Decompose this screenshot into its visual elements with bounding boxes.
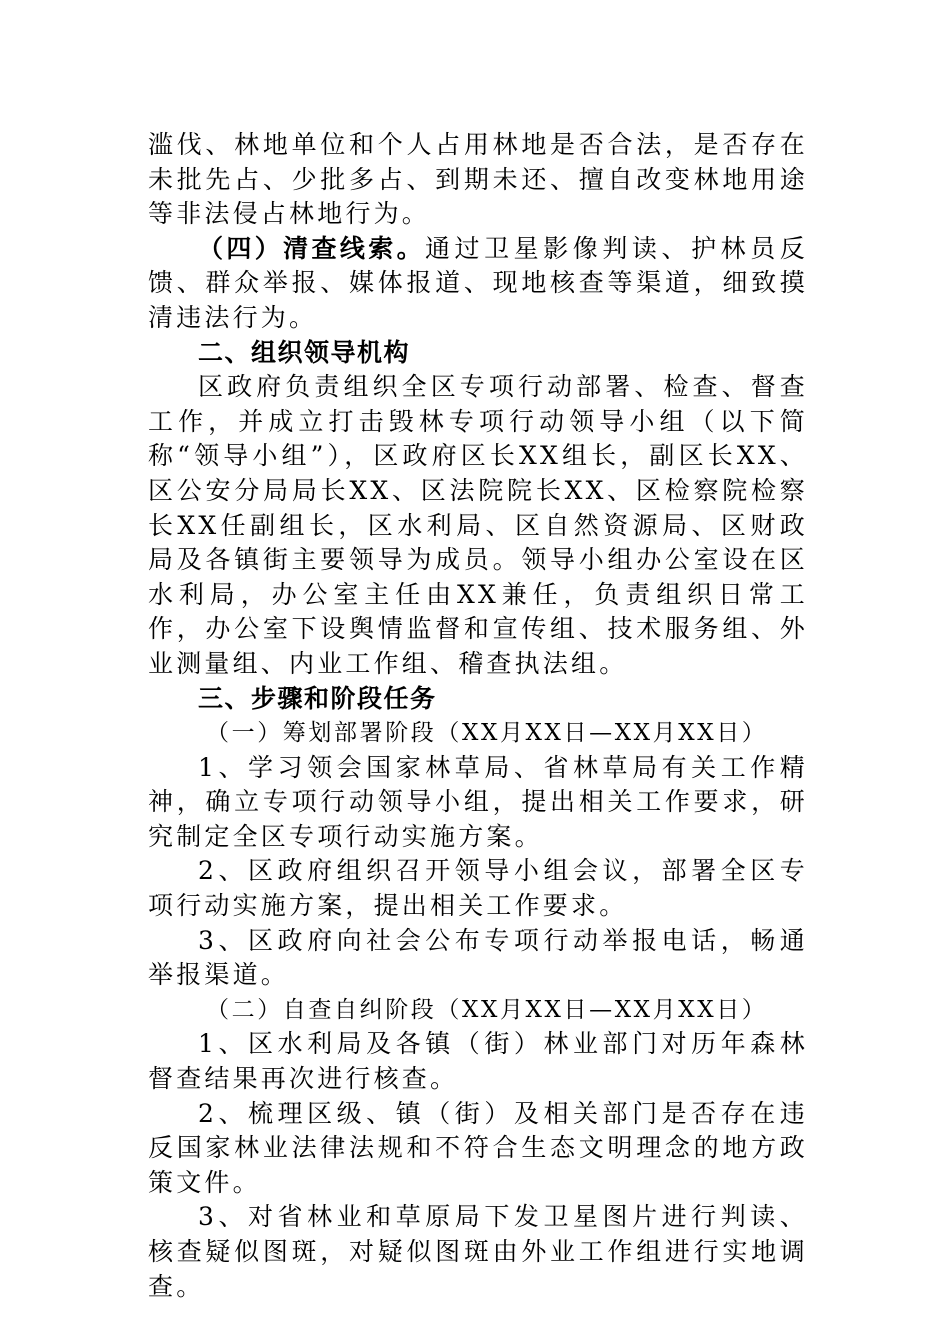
section-heading-organization: 二、组织领导机构 [198,337,411,367]
list-item: 3、对省林业和草原局下发卫星图片进行判读、核查疑似图斑，对疑似图斑由外业工作组进行实地调查。 [148,1202,808,1301]
document-page [148,128,808,1304]
paragraph-body: 通过卫星影像判读、护林员反馈、群众举报、媒体报道、现地核查等渠道，细致摸清违法行为。 [148,233,808,332]
list-item: 1、区水利局及各镇（街）林业部门对历年森林督查结果再次进行核查。 [148,1029,808,1094]
paragraph-organization: 区政府负责组织全区专项行动部署、检查、督查工作，并成立打击毁林专项行动领导小组（以下简称“领导小组”），区政府区长XX组长，副区长XX、区公安分局局长XX、区法院院长XX、区检察院检察长XX任副组长，区水利局、区自然资源局、区财政局及各镇街主要领导为成员。领导小组办公室设在区水利局，办公室主任由XX兼任，负责组织日常工作，办公室下设舆情监督和宣传组、技术服务组、外业测量组、内业工作组、稽查执法组。 [148,372,808,678]
list-item: 1、学习领会国家林草局、省林草局有关工作精神，确立专项行动领导小组，提出相关工作要求，研究制定全区专项行动实施方案。 [148,752,808,851]
section-heading-steps: 三、步骤和阶段任务 [198,683,437,713]
list-item: 2、区政府组织召开领导小组会议，部署全区专项行动实施方案，提出相关工作要求。 [148,856,808,921]
paragraph-clue-check [148,232,808,336]
list-item: 2、梳理区级、镇（街）及相关部门是否存在违反国家林业法律法规和不符合生态文明理念的地方政策文件。 [148,1098,808,1197]
paragraph-continuation: 滥伐、林地单位和个人占用林地是否合法，是否存在未批先占、少批多占、到期未还、擅自改变林地用途等非法侵占林地行为。 [148,130,808,229]
list-item: 3、区政府向社会公布专项行动举报电话，畅通举报渠道。 [148,925,808,990]
stage-heading-self-inspection: （二）自查自纠阶段（XX月XX日—XX月XX日） [206,996,768,1023]
paragraph-lead: （四）清查线索。 [198,233,425,263]
stage-heading-planning: （一）筹划部署阶段（XX月XX日—XX月XX日） [206,720,768,747]
